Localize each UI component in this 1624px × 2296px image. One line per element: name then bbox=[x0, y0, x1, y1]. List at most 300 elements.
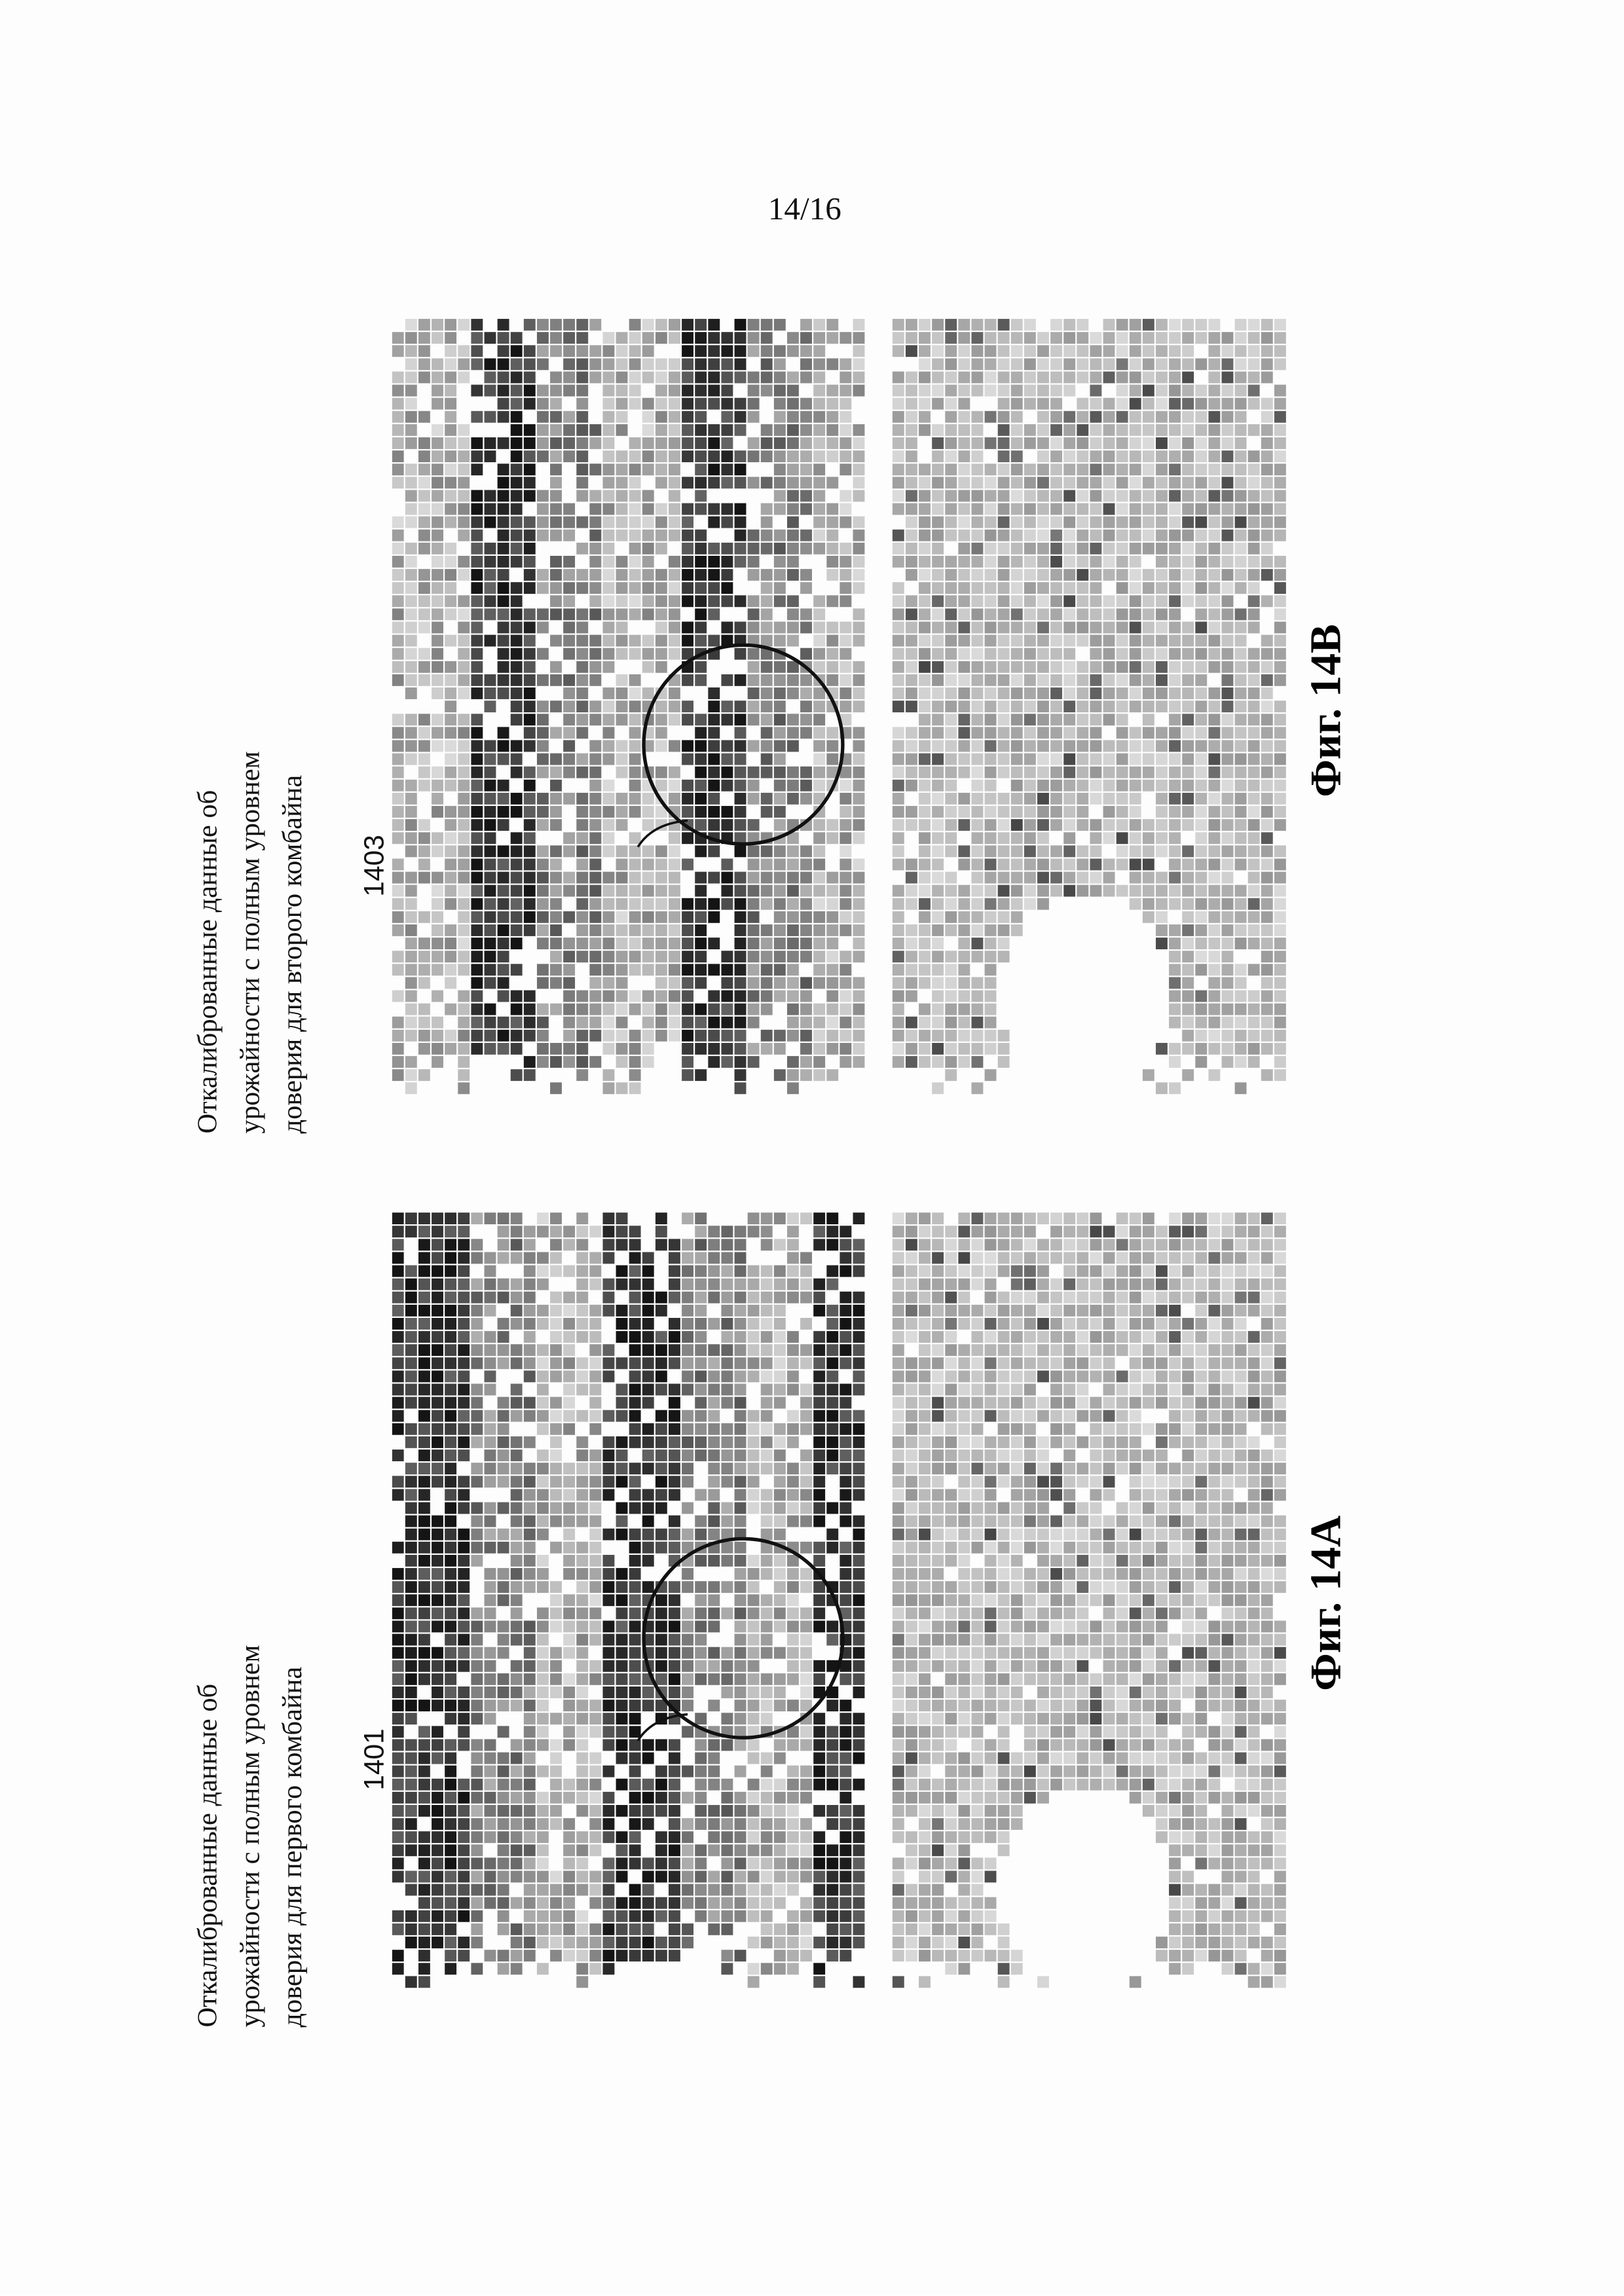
yield-map-cell bbox=[735, 674, 747, 686]
yield-map-cell bbox=[432, 569, 443, 581]
yield-map-cell bbox=[826, 622, 838, 634]
yield-map-cell bbox=[1130, 530, 1141, 541]
yield-map-cell bbox=[1182, 622, 1194, 634]
yield-map-cell bbox=[563, 740, 575, 752]
caption-line: доверия для первого комбайна bbox=[278, 1666, 309, 2028]
yield-map-cell bbox=[721, 1384, 733, 1396]
yield-map-cell bbox=[853, 1897, 865, 1909]
yield-map-cell bbox=[445, 701, 456, 712]
yield-map-cell bbox=[826, 1017, 838, 1029]
yield-map-cell bbox=[629, 464, 641, 475]
yield-map-cell bbox=[471, 858, 483, 870]
yield-map-cell bbox=[629, 1436, 641, 1448]
yield-map-cell bbox=[524, 1056, 536, 1068]
yield-map-cell bbox=[563, 1370, 575, 1382]
yield-map-cell bbox=[735, 872, 747, 884]
yield-map-cell bbox=[1222, 411, 1234, 423]
yield-map-cell bbox=[1024, 687, 1036, 699]
yield-map-cell bbox=[550, 1449, 562, 1461]
yield-map-cell bbox=[1156, 371, 1168, 383]
yield-map-cell bbox=[537, 398, 549, 410]
yield-map-cell bbox=[418, 1871, 430, 1883]
yield-map-cell bbox=[695, 1634, 707, 1646]
yield-map-cell bbox=[708, 1357, 720, 1369]
yield-map-cell bbox=[774, 582, 786, 594]
figure-label: Фиг. 14B bbox=[1302, 624, 1351, 797]
yield-map-cell bbox=[1077, 464, 1088, 475]
yield-map-cell bbox=[1077, 806, 1088, 818]
yield-map-cell bbox=[629, 898, 641, 910]
yield-map-cell bbox=[682, 1449, 693, 1461]
yield-map-cell bbox=[524, 1831, 536, 1843]
yield-map-cell bbox=[418, 832, 430, 844]
yield-map-cell bbox=[721, 1739, 733, 1751]
yield-map-cell bbox=[432, 319, 443, 331]
yield-map-cell bbox=[721, 767, 733, 778]
yield-map-cell bbox=[629, 371, 641, 383]
yield-map-cell bbox=[602, 477, 614, 488]
yield-map-cell bbox=[485, 1700, 496, 1711]
yield-map-cell bbox=[418, 767, 430, 778]
yield-map-cell bbox=[537, 648, 549, 660]
yield-map-cell bbox=[1011, 437, 1023, 449]
yield-map-cell bbox=[511, 398, 523, 410]
yield-map-cell bbox=[1195, 319, 1207, 331]
yield-map-cell bbox=[498, 437, 509, 449]
yield-map-cell bbox=[392, 1607, 404, 1619]
yield-map-cell bbox=[524, 1647, 536, 1659]
yield-map-cell bbox=[405, 1279, 417, 1290]
yield-map-cell bbox=[445, 754, 456, 765]
yield-map-cell bbox=[1143, 858, 1154, 870]
yield-map-cell bbox=[537, 924, 549, 936]
yield-map-cell bbox=[655, 1634, 667, 1646]
yield-map-cell bbox=[958, 911, 970, 923]
yield-map-cell bbox=[537, 1410, 549, 1422]
yield-map-cell bbox=[1116, 687, 1128, 699]
yield-map-cell bbox=[1156, 319, 1168, 331]
yield-map-cell bbox=[906, 385, 917, 397]
yield-map-cell bbox=[1248, 661, 1260, 673]
yield-map-cell bbox=[576, 1686, 588, 1698]
yield-map-cell bbox=[589, 1581, 601, 1593]
yield-map-cell bbox=[485, 490, 496, 501]
yield-map-cell bbox=[602, 687, 614, 699]
yield-map-cell bbox=[511, 1923, 523, 1935]
yield-map-cell bbox=[537, 1818, 549, 1830]
yield-map-cell bbox=[655, 845, 667, 857]
yield-map-cell bbox=[1235, 635, 1247, 647]
yield-map-cell bbox=[392, 635, 404, 647]
yield-map-cell bbox=[445, 517, 456, 528]
yield-map-cell bbox=[655, 1292, 667, 1303]
yield-map-cell bbox=[985, 332, 997, 344]
yield-map-cell bbox=[616, 1030, 628, 1042]
yield-map-cell bbox=[1169, 517, 1181, 528]
yield-map-cell bbox=[840, 1937, 851, 1948]
yield-map-cell bbox=[1063, 503, 1075, 515]
yield-map-cell bbox=[1130, 727, 1141, 738]
yield-map-cell bbox=[985, 371, 997, 383]
yield-map-cell bbox=[392, 1831, 404, 1843]
yield-map-cell bbox=[1222, 951, 1234, 962]
yield-map-cell bbox=[511, 648, 523, 660]
yield-map-cell bbox=[721, 885, 733, 897]
yield-map-cell bbox=[1077, 490, 1088, 501]
yield-map-cell bbox=[485, 371, 496, 383]
yield-map-cell bbox=[708, 701, 720, 712]
yield-map-cell bbox=[629, 1884, 641, 1896]
yield-map-cell bbox=[1090, 437, 1101, 449]
yield-map-cell bbox=[1024, 437, 1036, 449]
yield-map-cell bbox=[748, 1410, 760, 1422]
yield-map-cell bbox=[471, 924, 483, 936]
yield-map-cell bbox=[1235, 898, 1247, 910]
yield-map-cell bbox=[787, 1620, 799, 1632]
yield-map-cell bbox=[485, 1766, 496, 1777]
yield-map-cell bbox=[945, 898, 957, 910]
yield-map-cell bbox=[432, 1410, 443, 1422]
yield-map-cell bbox=[602, 1884, 614, 1896]
yield-map-cell bbox=[906, 872, 917, 884]
yield-map-cell bbox=[826, 1529, 838, 1540]
yield-map-cell bbox=[840, 1700, 851, 1711]
yield-map-cell bbox=[787, 1344, 799, 1356]
yield-map-cell bbox=[550, 924, 562, 936]
yield-map-cell bbox=[735, 1449, 747, 1461]
yield-map-cell bbox=[708, 1753, 720, 1764]
yield-map-cell bbox=[458, 832, 470, 844]
yield-map-cell bbox=[576, 819, 588, 831]
yield-map-cell bbox=[1037, 793, 1049, 805]
yield-map-cell bbox=[1156, 701, 1168, 712]
yield-map-cell bbox=[787, 543, 799, 555]
yield-map-cell bbox=[602, 1489, 614, 1501]
yield-map-cell bbox=[392, 1739, 404, 1751]
yield-map-cell bbox=[787, 1937, 799, 1948]
yield-map-cell bbox=[485, 1713, 496, 1724]
yield-map-cell bbox=[682, 674, 693, 686]
yield-map-cell bbox=[392, 1292, 404, 1303]
yield-map-cell bbox=[774, 464, 786, 475]
yield-map-cell bbox=[537, 411, 549, 423]
yield-map-cell bbox=[840, 819, 851, 831]
yield-map-cell bbox=[445, 1713, 456, 1724]
yield-map-cell bbox=[1169, 727, 1181, 738]
yield-map-cell bbox=[761, 1279, 773, 1290]
yield-map-cell bbox=[1143, 687, 1154, 699]
yield-map-cell bbox=[761, 1370, 773, 1382]
yield-map-cell bbox=[1063, 569, 1075, 581]
yield-map-cell bbox=[616, 701, 628, 712]
yield-map-cell bbox=[485, 793, 496, 805]
yield-map-cell bbox=[787, 1503, 799, 1514]
yield-map-cell bbox=[787, 1226, 799, 1237]
yield-map-cell bbox=[642, 411, 654, 423]
yield-map-cell bbox=[1050, 543, 1062, 555]
yield-map-cell bbox=[1274, 898, 1286, 910]
yield-map-cell bbox=[485, 1331, 496, 1343]
yield-map-cell bbox=[1274, 569, 1286, 581]
yield-map-cell bbox=[537, 1673, 549, 1685]
yield-map-cell bbox=[524, 608, 536, 620]
yield-map-cell bbox=[537, 819, 549, 831]
yield-map-cell bbox=[576, 1581, 588, 1593]
yield-map-cell bbox=[1050, 687, 1062, 699]
yield-map-cell bbox=[498, 806, 509, 818]
yield-map-cell bbox=[840, 1910, 851, 1922]
yield-map-cell bbox=[932, 977, 944, 989]
yield-map-cell bbox=[1182, 754, 1194, 765]
yield-map-cell bbox=[1156, 477, 1168, 488]
yield-map-cell bbox=[629, 1620, 641, 1632]
yield-map-cell bbox=[550, 1871, 562, 1883]
yield-map-cell bbox=[958, 1004, 970, 1015]
yield-map-cell bbox=[1130, 503, 1141, 515]
yield-map-cell bbox=[1235, 424, 1247, 436]
yield-map-cell bbox=[458, 319, 470, 331]
yield-map-cell bbox=[998, 701, 1010, 712]
yield-map-cell bbox=[840, 635, 851, 647]
yield-map-cell bbox=[840, 1805, 851, 1817]
yield-map-cell bbox=[471, 1753, 483, 1764]
yield-map-cell bbox=[1235, 924, 1247, 936]
yield-map-cell bbox=[471, 1043, 483, 1055]
yield-map-cell bbox=[1037, 845, 1049, 857]
yield-map-cell bbox=[985, 911, 997, 923]
yield-map-cell bbox=[405, 622, 417, 634]
yield-map-cell bbox=[748, 819, 760, 831]
yield-map-cell bbox=[708, 1700, 720, 1711]
yield-map-cell bbox=[432, 1831, 443, 1843]
yield-map-cell bbox=[471, 1305, 483, 1317]
yield-map-cell bbox=[418, 1620, 430, 1632]
yield-map-cell bbox=[445, 1923, 456, 1935]
yield-map-cell bbox=[392, 464, 404, 475]
yield-map-cell bbox=[972, 1004, 984, 1015]
yield-map-cell bbox=[418, 1503, 430, 1514]
yield-map-cell bbox=[985, 358, 997, 370]
yield-map-cell bbox=[708, 898, 720, 910]
yield-map-cell bbox=[629, 1384, 641, 1396]
yield-map-cell bbox=[840, 503, 851, 515]
yield-map-cell bbox=[511, 1831, 523, 1843]
yield-map-cell bbox=[392, 569, 404, 581]
yield-map-cell bbox=[458, 1607, 470, 1619]
yield-map-cell bbox=[432, 1463, 443, 1474]
yield-map-cell bbox=[537, 569, 549, 581]
yield-map-cell bbox=[682, 1529, 693, 1540]
yield-map-cell bbox=[602, 977, 614, 989]
yield-map-cell bbox=[1130, 701, 1141, 712]
yield-map-cell bbox=[919, 687, 931, 699]
yield-map-cell bbox=[1050, 622, 1062, 634]
yield-map-cell bbox=[1024, 780, 1036, 792]
yield-map-cell bbox=[1169, 964, 1181, 975]
yield-map-cell bbox=[616, 1739, 628, 1751]
yield-map-cell bbox=[589, 582, 601, 594]
yield-map-cell bbox=[563, 608, 575, 620]
yield-map-cell bbox=[432, 1937, 443, 1948]
yield-map-cell bbox=[932, 608, 944, 620]
yield-map-cell bbox=[682, 358, 693, 370]
yield-map-cell bbox=[721, 1884, 733, 1896]
yield-map-cell bbox=[524, 1555, 536, 1567]
yield-map-cell bbox=[708, 1056, 720, 1068]
yield-map-cell bbox=[813, 1831, 825, 1843]
yield-map-cell bbox=[853, 938, 865, 949]
yield-map-cell bbox=[1050, 464, 1062, 475]
yield-map-cell bbox=[589, 1489, 601, 1501]
yield-map-cell bbox=[721, 1647, 733, 1659]
yield-map-cell bbox=[735, 345, 747, 357]
yield-map-cell bbox=[813, 1910, 825, 1922]
yield-map-cell bbox=[1011, 687, 1023, 699]
yield-map-cell bbox=[629, 345, 641, 357]
yield-map-cell bbox=[616, 398, 628, 410]
yield-map-cell bbox=[893, 1030, 904, 1042]
yield-map-cell bbox=[471, 1897, 483, 1909]
yield-map-cell bbox=[1156, 530, 1168, 541]
yield-map-cell bbox=[958, 885, 970, 897]
yield-map-cell bbox=[669, 924, 680, 936]
yield-map-cell bbox=[445, 543, 456, 555]
yield-map-cell bbox=[655, 1370, 667, 1382]
yield-map-cell bbox=[1195, 674, 1207, 686]
yield-map-cell bbox=[1156, 450, 1168, 462]
yield-map-cell bbox=[655, 1792, 667, 1804]
yield-map-cell bbox=[1077, 661, 1088, 673]
yield-map-cell bbox=[708, 793, 720, 805]
yield-map-cell bbox=[616, 977, 628, 989]
yield-map-cell bbox=[642, 1753, 654, 1764]
yield-map-cell bbox=[748, 858, 760, 870]
yield-map-cell bbox=[695, 1030, 707, 1042]
yield-map-cell bbox=[945, 701, 957, 712]
yield-map-cell bbox=[1208, 687, 1220, 699]
yield-map-cell bbox=[458, 1871, 470, 1883]
yield-map-cell bbox=[537, 674, 549, 686]
yield-map-cell bbox=[550, 1436, 562, 1448]
yield-map-cell bbox=[537, 1344, 549, 1356]
yield-map-cell bbox=[602, 991, 614, 1002]
yield-map-cell bbox=[602, 569, 614, 581]
yield-map-cell bbox=[589, 674, 601, 686]
yield-map-cell bbox=[735, 1384, 747, 1396]
yield-map-cell bbox=[708, 1017, 720, 1029]
yield-map-cell bbox=[1274, 1004, 1286, 1015]
yield-map-cell bbox=[721, 806, 733, 818]
yield-map-cell bbox=[392, 1357, 404, 1369]
yield-map-cell bbox=[432, 1226, 443, 1237]
yield-map-cell bbox=[392, 1069, 404, 1081]
yield-map-cell bbox=[563, 1503, 575, 1514]
yield-map-cell bbox=[563, 938, 575, 949]
yield-map-cell bbox=[800, 1897, 812, 1909]
yield-map-cell bbox=[602, 701, 614, 712]
yield-map-cell bbox=[629, 1252, 641, 1264]
yield-map-cell bbox=[669, 687, 680, 699]
yield-map-cell bbox=[537, 898, 549, 910]
yield-map-cell bbox=[405, 872, 417, 884]
yield-map-cell bbox=[1090, 767, 1101, 778]
yield-map-cell bbox=[458, 1844, 470, 1856]
yield-map-cell bbox=[445, 740, 456, 752]
yield-map-cell bbox=[761, 1555, 773, 1567]
yield-map-cell bbox=[655, 622, 667, 634]
yield-map-cell bbox=[1103, 345, 1115, 357]
yield-map-cell bbox=[761, 1226, 773, 1237]
yield-map-cell bbox=[563, 1792, 575, 1804]
yield-map-cell bbox=[840, 898, 851, 910]
yield-map-cell bbox=[708, 1004, 720, 1015]
yield-map-cell bbox=[695, 767, 707, 778]
yield-map-cell bbox=[589, 1423, 601, 1435]
yield-map-cell bbox=[405, 898, 417, 910]
yield-map-cell bbox=[563, 1476, 575, 1487]
yield-map-cell bbox=[576, 622, 588, 634]
yield-map-cell bbox=[761, 1292, 773, 1303]
yield-map-cell bbox=[998, 754, 1010, 765]
yield-map-cell bbox=[1050, 398, 1062, 410]
yield-map-cell bbox=[1063, 385, 1075, 397]
yield-map-cell bbox=[1090, 674, 1101, 686]
yield-map-cell bbox=[735, 1318, 747, 1330]
yield-map-cell bbox=[1077, 477, 1088, 488]
yield-map-cell bbox=[1248, 991, 1260, 1002]
yield-map-cell bbox=[524, 1910, 536, 1922]
yield-map-cell bbox=[445, 1700, 456, 1711]
yield-map-cell bbox=[826, 1910, 838, 1922]
yield-map-cell bbox=[458, 1581, 470, 1593]
yield-map-cell bbox=[458, 1331, 470, 1343]
yield-map-cell bbox=[392, 872, 404, 884]
yield-map-cell bbox=[392, 1871, 404, 1883]
yield-map-cell bbox=[589, 845, 601, 857]
yield-map-cell bbox=[511, 385, 523, 397]
yield-map-cell bbox=[418, 1937, 430, 1948]
yield-map-cell bbox=[787, 1239, 799, 1250]
yield-map-cell bbox=[761, 1397, 773, 1409]
yield-map-cell bbox=[458, 1449, 470, 1461]
yield-map-cell bbox=[1116, 661, 1128, 673]
yield-map-cell bbox=[498, 1436, 509, 1448]
yield-map-cell bbox=[458, 1910, 470, 1922]
yield-map-cell bbox=[813, 1976, 825, 1988]
yield-map-cell bbox=[576, 635, 588, 647]
yield-map-cell bbox=[550, 1056, 562, 1068]
yield-map-cell bbox=[550, 1082, 562, 1094]
yield-map-cell bbox=[458, 845, 470, 857]
yield-map-cell bbox=[550, 1226, 562, 1237]
yield-map-cell bbox=[602, 464, 614, 475]
yield-map-cell bbox=[445, 938, 456, 949]
yield-map-cell bbox=[853, 727, 865, 738]
yield-map-cell bbox=[432, 1818, 443, 1830]
yield-map-cell bbox=[642, 490, 654, 501]
yield-map-cell bbox=[998, 911, 1010, 923]
yield-map-cell bbox=[576, 872, 588, 884]
yield-map-cell bbox=[1261, 872, 1273, 884]
yield-map-cell bbox=[458, 371, 470, 383]
yield-map-cell bbox=[813, 1542, 825, 1554]
yield-map-cell bbox=[485, 437, 496, 449]
yield-map-cell bbox=[748, 648, 760, 660]
yield-map-cell bbox=[735, 1831, 747, 1843]
yield-map-cell bbox=[537, 503, 549, 515]
yield-map-cell bbox=[1063, 595, 1075, 607]
yield-map-cell bbox=[498, 911, 509, 923]
